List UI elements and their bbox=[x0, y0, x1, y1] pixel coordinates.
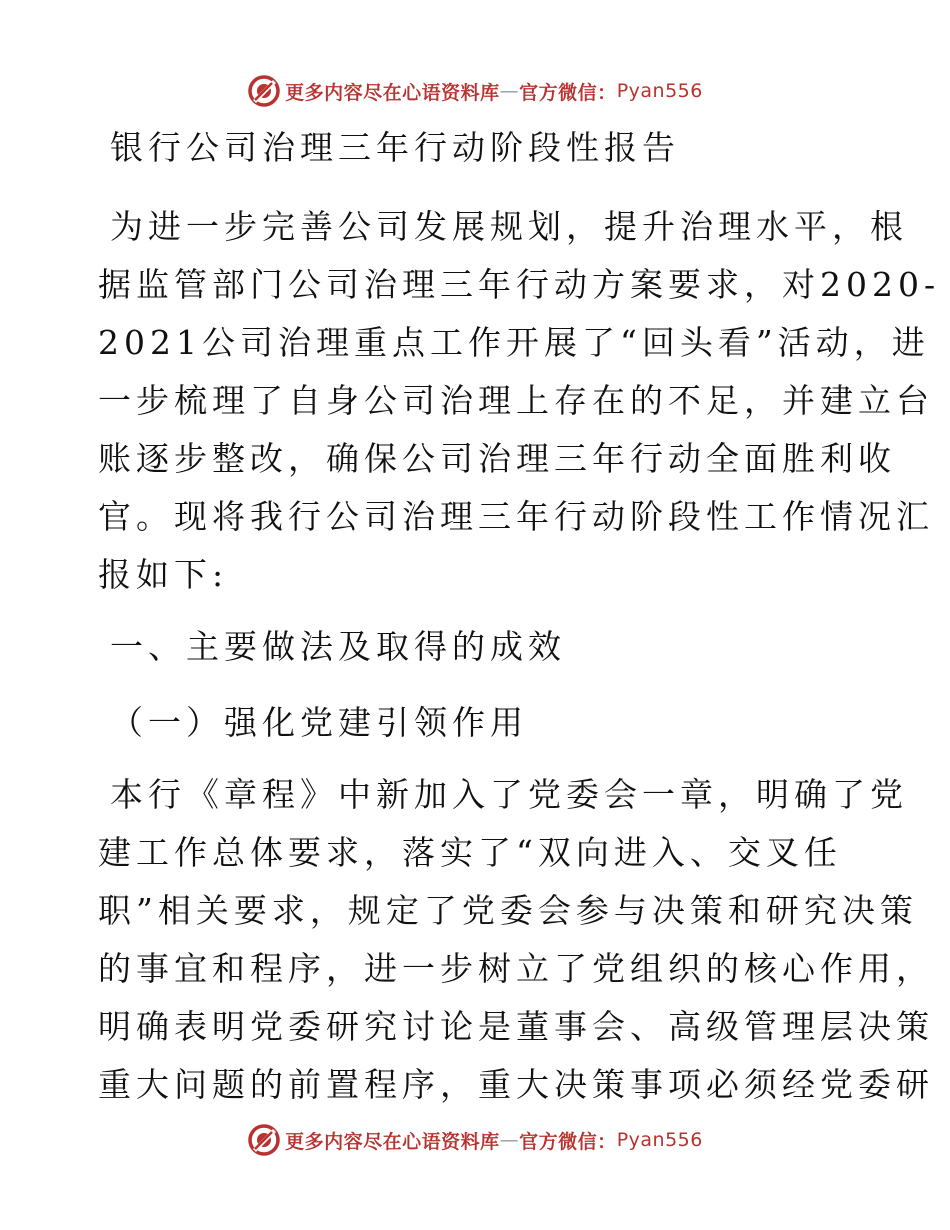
text-line: 明确表明党委研究讨论是董事会、高级管理层决策 bbox=[98, 1007, 934, 1046]
text-line: 本行《章程》中新加入了党委会一章，明确了党 bbox=[110, 775, 908, 814]
banner-wechat-id: Pyan556 bbox=[616, 1129, 703, 1151]
banner-suffix-label: 官方微信： bbox=[519, 1130, 617, 1153]
section-heading: 一、主要做法及取得的成效 bbox=[110, 627, 566, 666]
subsection-heading: （一）强化党建引领作用 bbox=[110, 703, 528, 742]
text-line: 据监管部门公司治理三年行动方案要求，对2020- bbox=[98, 265, 941, 304]
document-title: 银行公司治理三年行动阶段性报告 bbox=[110, 128, 680, 167]
watermark-banner-bottom bbox=[0, 1120, 950, 1160]
text-line: 的事宜和程序，进一步树立了党组织的核心作用， bbox=[98, 949, 934, 988]
text-line: 重大问题的前置程序，重大决策事项必须经党委研 bbox=[98, 1065, 934, 1104]
brand-logo-icon bbox=[247, 74, 281, 108]
text-line: 职”相关要求，规定了党委会参与决策和研究决策 bbox=[98, 891, 918, 930]
banner-dash: — bbox=[499, 80, 520, 102]
text-line: 一步梳理了自身公司治理上存在的不足，并建立台 bbox=[98, 381, 934, 420]
text-line: 报如下: bbox=[98, 555, 229, 594]
text-line: 官。现将我行公司治理三年行动阶段性工作情况汇 bbox=[98, 497, 934, 536]
body-paragraph bbox=[98, 766, 934, 1114]
banner-wechat-id: Pyan556 bbox=[616, 80, 703, 102]
banner-suffix-label: 官方微信： bbox=[519, 81, 617, 104]
intro-paragraph bbox=[98, 198, 941, 604]
text-line: 建工作总体要求，落实了“双向进入、交叉任 bbox=[98, 833, 842, 872]
text-line: 2021公司治理重点工作开展了“回头看”活动，进 bbox=[98, 323, 930, 362]
document-body bbox=[98, 120, 941, 1114]
banner-dash: — bbox=[499, 1129, 520, 1151]
watermark-banner-top bbox=[0, 71, 950, 111]
brand-logo-icon bbox=[247, 1123, 281, 1157]
banner-brand-text: 更多内容尽在心语资料库 bbox=[285, 81, 500, 104]
text-line: 账逐步整改，确保公司治理三年行动全面胜利收 bbox=[98, 439, 896, 478]
text-line: 为进一步完善公司发展规划，提升治理水平，根 bbox=[110, 207, 908, 246]
banner-brand-text: 更多内容尽在心语资料库 bbox=[285, 1130, 500, 1153]
